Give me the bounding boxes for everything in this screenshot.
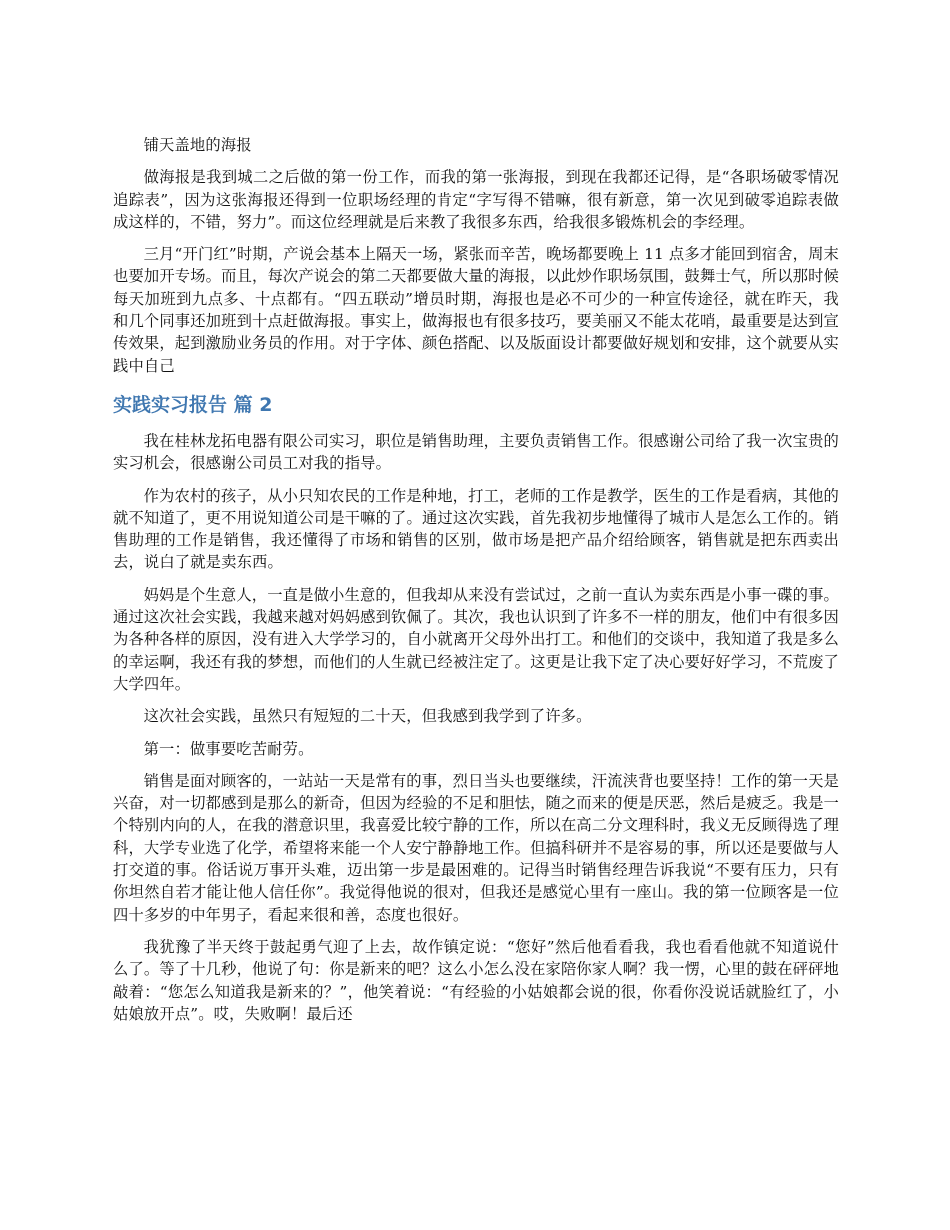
paragraph: 做海报是我到城二之后做的第一份工作，而我的第一张海报，到现在我都还记得，是“各职场破零情况追踪表”，因为这张海报还得到一位职场经理的肯定“字写得不错嘛，很有新意，第一次见到破零追踪表做成这样的，不错，努力”。而这位经理就是后来教了我很多东西，给我很多锻炼机会的李经理。	[113, 168, 839, 231]
paragraph-subtitle: 铺天盖地的海报	[143, 136, 252, 154]
paragraph: 作为农村的孩子，从小只知农民的工作是种地，打工，老师的工作是教学，医生的工作是看病，其他的就不知道了，更不用说知道公司是干嘛的了。通过这次实践，首先我初步地懂得了城市人是怎么工作的。销售助理的工作是销售，我还懂得了市场和销售的区别，做市场是把产品介绍给顾客，销售就是把东西卖出去，说白了就是卖东西。	[113, 486, 840, 572]
document-page	[113, 134, 839, 1035]
paragraph: 三月“开门红”时期，产说会基本上隔天一场，紧张而辛苦，晚场都要晚上 11 点多才能回到宿舍，周末也要加开专场。而且，每次产说会的第二天都要做大量的海报，以此炒作职场氛围，鼓舞士气，所以那时候每天加班到九点多、十点都有。“四五联动”增员时期，海报也是必不可少的一种宣传途径，就在昨天，我和几个同事还加班到十点赶做海报。事实上，做海报也有很多技巧，要美丽又不能太花哨，最重要是达到宣传效果，起到激励业务员的作用。对于字体、颜色搭配、以及版面设计都要做好规划和安排，这个就要从实践中自己	[113, 245, 840, 375]
paragraph: 第一：做事要吃苦耐劳。	[143, 739, 314, 758]
paragraph: 妈妈是个生意人，一直是做小生意的，但我却从来没有尝试过，之前一直认为卖东西是小事一碟的事。通过这次社会实践，我越来越对妈妈感到钦佩了。其次，我也认识到了许多不一样的朋友，他们中有很多因为各种各样的原因，没有进入大学学习的，自小就离开父母外出打工。和他们的交谈中，我知道了我是多么的幸运啊，我还有我的梦想，而他们的人生就已经被注定了。这更是让我下定了决心要好好学习，不荒废了大学四年。	[113, 585, 840, 693]
paragraph: 这次社会实践，虽然只有短短的二十天，但我感到我学到了许多。	[143, 707, 592, 726]
paragraph: 我在桂林龙拓电器有限公司实习，职位是销售助理，主要负责销售工作。很感谢公司给了我一次宝贵的实习机会，很感谢公司员工对我的指导。	[113, 431, 839, 473]
paragraph: 我犹豫了半天终于鼓起勇气迎了上去，故作镇定说：“您好”然后他看看我，我也看看他就不知道说什么了。等了十几秒，他说了句：你是新来的吧？这么小怎么没在家陪你家人啊？我一愣，心里的鼓在砰砰地敲着：“您怎么知道我是新来的？”，他笑着说：“有经验的小姑娘都会说的很，你看你没说话就脸红了，小姑娘放开点”。哎，失败啊！最后还	[113, 937, 840, 1023]
paragraph: 销售是面对顾客的，一站站一天是常有的事，烈日当头也要继续，汗流浃背也要坚持！工作的第一天是兴奋，对一切都感到是那么的新奇，但因为经验的不足和胆怯，随之而来的便是厌恶，然后是疲乏。我是一个特别内向的人，在我的潜意识里，我喜爱比较宁静的工作，所以在高二分文理科时，我义无反顾得选了理科，大学专业选了化学，希望将来能一个人安宁静静地工作。但搞科研并不是容易的事，所以还是要做与人打交道的事。俗话说万事开头难，迈出第一步是最困难的。记得当时销售经理告诉我说“不要有压力，只有你坦然自若才能让他人信任你”。我觉得他说的很对，但我还是感觉心里有一座山。我的第一位顾客是一位四十多岁的中年男子，看起来很和善，态度也很好。	[113, 771, 840, 924]
section-posters	[113, 134, 839, 377]
section-report-2	[113, 392, 839, 1025]
section-heading: 实践实习报告 篇 2	[113, 393, 273, 416]
